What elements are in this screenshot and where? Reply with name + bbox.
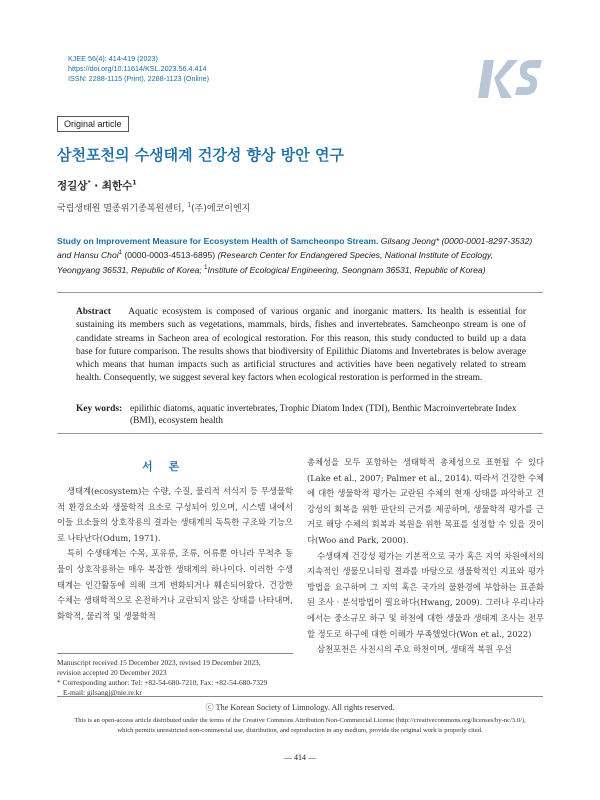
section-heading: 서론 (142, 460, 196, 473)
author-2-mark: 1 (132, 179, 137, 187)
copyright-divider (57, 696, 543, 697)
journal-meta (68, 54, 209, 84)
keywords (76, 403, 528, 427)
english-authors: Gilsang Jeong* (0000-0001-8297-3532) and Hansu Choi (57, 236, 533, 261)
revision-accepted: revision accepted 20 December 2023 (57, 668, 167, 677)
english-authors-orcid: (0000-0003-4513-6895) (121, 250, 218, 261)
article-type-badge: Original article (57, 116, 129, 132)
author-2: 최한수 (101, 180, 133, 192)
english-title: Study on Improvement Measure for Ecosystem Health of Samcheonpo Stream. (57, 236, 379, 246)
paragraph: 생태계(ecosystem)는 수량, 수질, 물리적 서식지 등 무생물학적 환경요소와 생물학적 요소로 구성되어 있으며, 시스템 내에서 이들 요소들의 상호작용의 결과는 생태계의 독특한 구조와 기능으로 나타난다(Odum, 1971). (57, 486, 293, 543)
english-citation (57, 235, 535, 276)
authors-korean (57, 178, 137, 193)
paragraph: 총체성을 모두 포함하는 생태학적 총체성으로 표현될 수 있다(Lake et al., 2007; Palmer et al., 2014). 따라서 건강한 수체에 대한 생물학적 평가는 교란된 수체의 현재 상태를 파악하고 건강성의 회복을 위한 판단의 근거를 제공하며, 생물학적 평가를 근거로 해당 수체의 회복과 복원을 위한 목표를 설정할 수 있을 것이다(Woo and Park, 2000). (307, 457, 544, 545)
journal-citation: KJEE 56(4): 414-419 (2023) (68, 54, 158, 63)
right-column (307, 455, 544, 658)
english-affiliation-2: Institute of Ecological Engineering, Seongnam 36531, Republic of Korea) (207, 264, 486, 275)
english-author-mark: 1 (118, 250, 122, 257)
manuscript-received: Manuscript received 15 December 2023, revised 19 December 2023, (57, 658, 261, 667)
paragraph: 수생태계 건강성 평가는 기본적으로 국가 혹은 지역 차원에서의 지속적인 생물모니터링 결과를 바탕으로 생물학적인 지표와 평가방법을 요구하며 그 지역 혹은 국가의 물환경에 부합하는 표준화된 조사 · 분석방법이 필요하다(Hwang, 2009). 그러나 우리나라에서는 중소규모 하구 및 하천에 대한 생물과 생태계 조사는 전무할 정도로 하구에 대한 이해가 부족했었다(Won et al., 2022) (307, 550, 544, 639)
author-1-mark: * (87, 179, 91, 187)
page-title: 삼천포천의 수생태계 건강성 향상 방안 연구 (57, 146, 344, 164)
author-separator: · (90, 180, 102, 192)
footnote-divider (57, 653, 293, 654)
abstract-label: Abstract (76, 307, 111, 317)
doi-link[interactable]: https://doi.org/10.11614/KSL.2023.56.4.414 (68, 64, 207, 73)
license-line-2: which permits unrestricted non-commercial use, distribution, and reproduction in any medium, provide the original work is properly cited. (117, 726, 483, 734)
page-number: ― 414 ― (284, 753, 316, 762)
abstract (76, 306, 526, 386)
paragraph: 특히 수생태계는 수목, 포유류, 조류, 어류뿐 아니라 무척추 동물이 상호작용하는 매우 복잡한 생태계의 하나이다. 이러한 수생태계는 인간활동에 의해 크게 변화되거나 훼손되어왔다. 건강한 수체는 생태학적으로 온전하거나 교란되지 않은 상태를 나타내며, 화학적, 물리적 및 생물학적 (57, 548, 293, 621)
copyright-notice: ⓒ The Korean Society of Limnology. All rights reserved. (205, 703, 395, 712)
footnote (57, 658, 267, 698)
corresponding-email[interactable]: E-mail: gilsangj@nie.re.kr (63, 688, 142, 697)
issn: ISSN: 2288-1115 (Print), 2288-1123 (Online) (68, 74, 210, 83)
english-affiliation-mark: 1 (204, 264, 208, 271)
affiliation-2-mark: 1 (187, 202, 192, 209)
affiliation-korean (57, 201, 250, 214)
author-1: 정길상 (57, 180, 88, 192)
keywords-text: epilithic diatoms, aquatic invertebrates, Trophic Diatom Index (TDI), Benthic Macroinvertebrate Index (BMI), ecosystem health (130, 404, 517, 426)
ksl-logo (478, 56, 546, 102)
paragraph: 삼천포천은 사천시의 주요 하천이며, 생태적 복원 우선 (317, 644, 512, 655)
license-line-1: This is an open-access article distributed under the terms of the Creative Commons Attribution Non-Commercial License (http://creativecommons.org/licenses/by-nc/3.0/), (74, 717, 526, 724)
affiliation-2: (주)에코이엔지 (191, 204, 251, 214)
left-column (57, 484, 293, 624)
logo-text: KSL (512, 100, 515, 101)
keywords-label: Key words: (76, 404, 123, 414)
affiliation-1: 국립생태원 멸종위기종복원센터, (57, 204, 188, 214)
corresponding-author: * Corresponding author: Tel: +82-54-680-7210, Fax: +82-54-680-7329 (57, 678, 268, 687)
abstract-text: Aquatic ecosystem is composed of various organic and inorganic matters. Its health is essential for sustaining its members such as vegetations, mammals, birds, fishes and invertebrates. Samcheonpo stream is one of candidate streams in Sacheon area of ecological restoration. For this reason, this study conducted to build up a data base for future comparison. The results shows that biodiversity of Epilithic Diatoms and Invertebrates is below average which means that human impacts such as artificial structures and activities have been negatively related to stream health. Consequently, we suggest several key factors when ecological restoration is performed in the stream. (76, 307, 526, 384)
license-text (0, 716, 600, 735)
english-affiliation: (Research Center for Endangered Species, National Institute of Ecology, Yeongyang 36531, Republic of Korea; (57, 250, 494, 275)
